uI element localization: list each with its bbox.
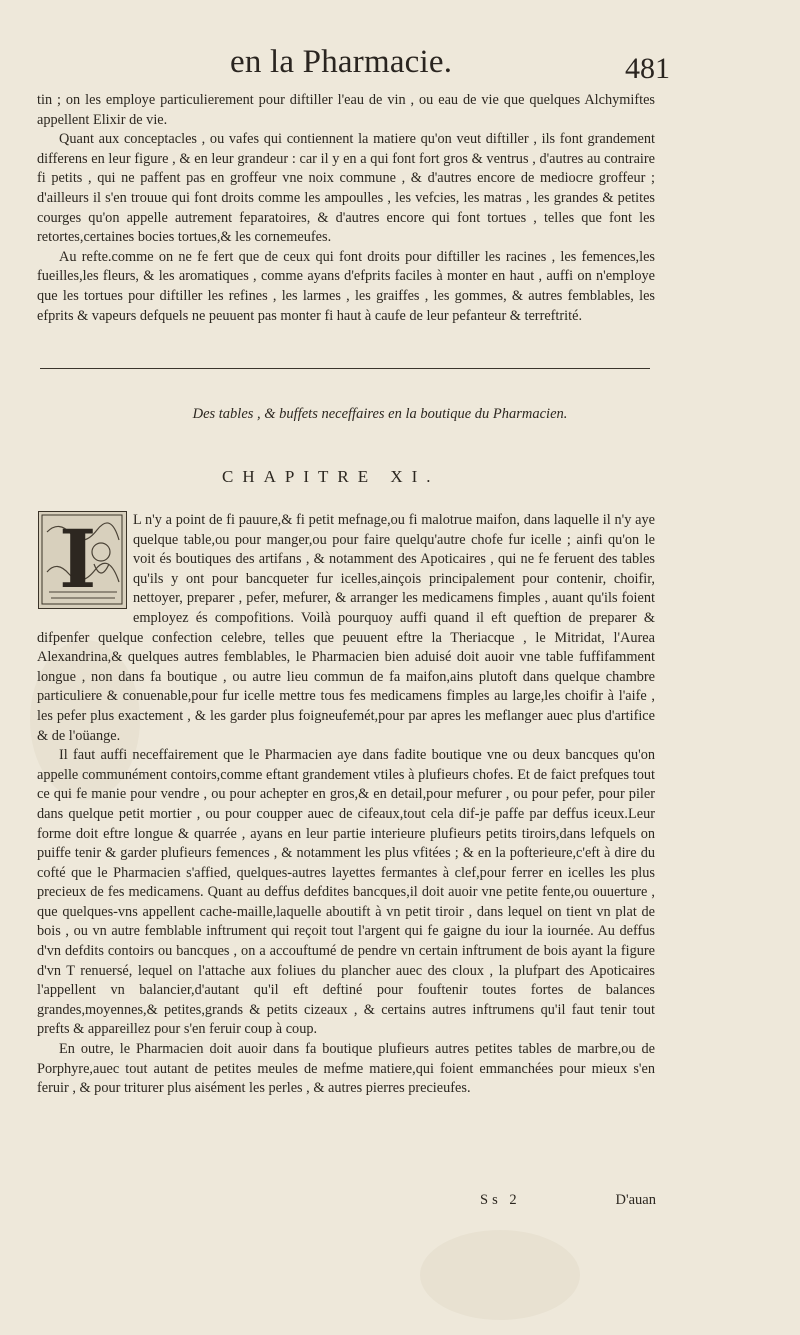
chapter-text-block (37, 511, 655, 1099)
chapter-heading: Des tables , & buffets neceffaires en la boutique du Pharmacien. (192, 406, 568, 422)
paragraph: Au refte.comme on ne fe fert que de ceux qui font droits pour diftiller les racines , les femences,les fueilles,les fleurs, & les aromatiques , comme ayans d'efprits faciles à monter en haut , auffi on n'employe que les tortues pour diftiller les refines , les larmes , les graiffes , les gommes, & autres femblables, les efprits & vapeurs defquels ne peuuent pas monter fi haut à caufe de leur pefanteur & terreftrité. (37, 248, 655, 324)
top-text-block (37, 91, 655, 326)
catchword: D'auan (615, 1192, 656, 1208)
initial-spacer (37, 511, 133, 609)
signature-mark: Ss 2 (480, 1192, 521, 1208)
paragraph: Il faut auffi neceffairement que le Pharmacien aye dans fadite boutique vne ou deux bancques qu'on appelle communément contoirs,comme eftant grandement vtiles à plufieurs chofes. Et de faict prefques tout ce qui fe manie pour vendre , ou pour achepter en gros,& en detail,pour mefurer , ou pour pefer, pour piler dans quelque petit mortier , ou pour coupper auec de cifeaux,tout cela dif-je paffe par deffus iceux.Leur forme doit eftre longue & quarrée , ayans en leur partie interieure plufieurs petits tiroirs,dans lefquels on puiffe tenir & garder plufieurs femences , & notamment les plus vfitées ; & en la pofterieure,c'eft à dire du cofté que le Pharmacien s'affied, quelques-autres layettes fermantes à clef,pour ferrer en icelles les plus precieux de fes medicamens. Quant au deffus defdites bancques,il doit auoir vne petite fente,ou ouuerture , que quelques-vns appellent cache-maille,laquelle aboutift à vn petit tiroir , dans lequel on tient vn plat de bois , ou vn autre femblable inftrument qui reçoit tout l'argent qui fe gaigne du iour la iournée. Au deffus d'vn defdits contoirs ou bancques , on a accouftumé de pendre vn certain inftrument de bois ayant la figure d'vn T renuersé, lequel on l'attache aux foliues du plancher auec des cloux , la plufpart des Apoticaires l'appellent vn balancier,d'autant qu'il eft deftiné pour fouftenir toutes fortes de balances grandes,moyennes,& petites,grands & petits cizeaux , & certains autres inftrumens qu'il faut tenir tout prefts & appareillez pour s'en feruir coup à coup. (37, 747, 655, 1038)
paragraph: En outre, le Pharmacien doit auoir dans fa boutique plufieurs autres petites tables de marbre,ou de Porphyre,auec tout autant de petites meules de mefme matiere,qui foient emmanchées pour mieux s'en feruir , & pour triturer plus aisément les perles , & autres pierres precieufes. (37, 1041, 655, 1097)
paragraph: Quant aux conceptacles , ou vafes qui contiennent la matiere qu'on veut diftiller , ils font grandement differens en leur figure , & en leur grandeur : car il y en a qui font fort gros & ventrus , d'autres au contraire fi petits , qui ne paffent pas en groffeur vne noix commune , & d'autres encore de mediocre groffeur ; d'ailleurs il s'en trouue qui font droits comme les ampoulles , les vefcies, les matras , les grandes & petites courges qu'on appelle autrement feparatoires, & d'autres encore qui font tortues , telles que font les retortes,certaines bocies tortues,& les cornemeufes. (37, 131, 655, 246)
paragraph (37, 511, 655, 746)
paper-stain (420, 1230, 580, 1320)
running-head (220, 44, 670, 86)
initial-letter: I (59, 512, 97, 606)
paragraph: tin ; on les employe particulierement pour diftiller l'eau de vin , ou eau de vie que quelques Alchymiftes appellent Elixir de vie. (37, 92, 655, 128)
paragraph-text: L n'y a point de fi pauure,& fi petit mefnage,ou fi malotrue maifon, dans laquelle il n'y aye quelque table,ou pour manger,ou pour faire quelqu'autre chofe fur icelle ; ainfi qu'on le voit és boutiques des artifans , & notamment des Apoticaires , qui ne fe feruent des tables qu'ils y ont pour bancqueter fur icelles,ainçois principalement pour contenir, choifir, nettoyer, preparer , pefer, mefurer, & arranger les medicamens fimples , auant qu'ils foient employez és compofitions. Voilà pourquoy auffi quand il eft queftion de preparer & difpenfer quelque confection celebre, telles que peuuent eftre la Theriacque , le Mitridat, l'Aurea Alexandrina,& quelques autres femblables, le Pharmacien bien aduisé doit auoir vne table fuffifamment longue , non dans fa boutique , ou autre lieu commun de fa maifon,ains plutoft dans quelque chambre particuliere & conuenable,pour fur icelle mettre tous fes medicamens fimples au large,les choifir à l'aife , les pefer plus exactement , & les garder plus foigneufemét,pour par apres les meflanger auec plus d'artifice & de l'oüange. (37, 512, 655, 744)
chapter-label: CHAPITRE XI. (222, 467, 440, 486)
section-rule (40, 368, 650, 369)
running-head-title: en la Pharmacie. (230, 44, 453, 80)
page-number: 481 (625, 52, 670, 85)
